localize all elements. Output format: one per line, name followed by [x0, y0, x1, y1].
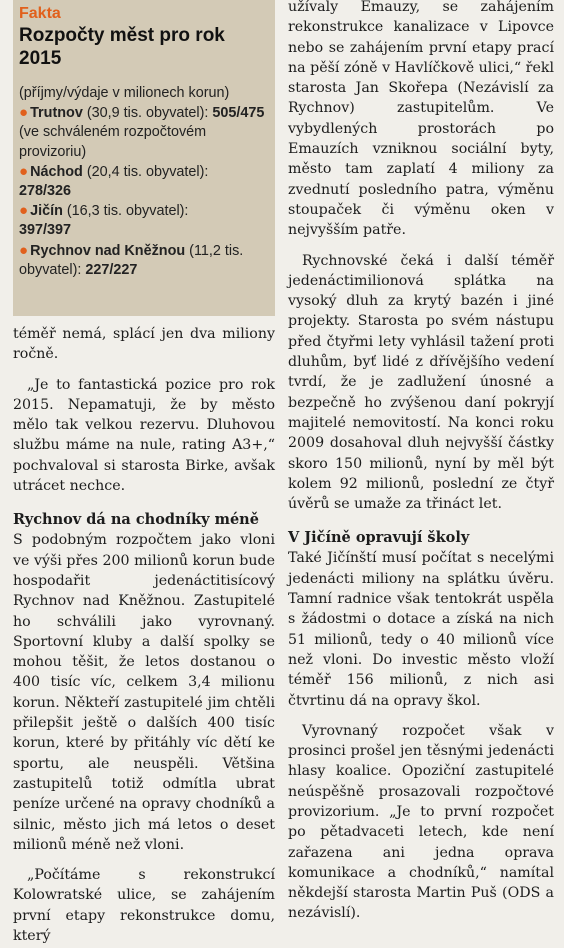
paragraph: Rychnovské čeká i další téměř jedenáctimilionová splátka na vysoký dluh za krytý bazén i jiné projekty. Starosta po svém nástupu před čtyřmi lety vyhlásil tažení proti dluhům, byť lidé z dřívějšího vedení tvrdí, že je zadlužení únosné a bezpečně ho zvýšenou daní pokryjí majitelé nemovitostí. Na konci roku 2009 dosahoval dluh nejvyšší částky skoro 150 milionů, nyní by měl být kolem 92 milionů, poslední ze čtyř úvěrů se umaže za třináct let. — [288, 252, 554, 513]
fakta-city: Jičín — [30, 203, 63, 220]
fakta-box — [13, 0, 275, 316]
fakta-budget: 227/227 — [85, 261, 138, 278]
fakta-budget: 278/326 — [19, 183, 72, 200]
fakta-item — [19, 103, 269, 162]
paragraph: Vyrovnaný rozpočet však v prosinci prošel jen těsnými jedenácti hlasy koalice. Opoziční zastupitelé neúspěšně prosazovali rozpočtové provizorium. „Je to první rozpočet po pětadvaceti letech, kde není zařazena ani jedna oprava komunikace a chodníků,“ namítal někdejší starosta Martin Puš (ODS a nezávislí). — [288, 722, 554, 922]
paragraph: užívaly Emauzy, se zahájením rekonstrukce kanalizace v Lipovce nebo se zahájením první etapy prací na pěší zóně v Havlíčkově ulici,“ řekl starosta Jan Skořepa (Nezávislí za Rychnov) zastupitelům. Ve vybydlených prostorách po Emauzích vzniknou sociální byty, město tam zaplatí 4 miliony za zvednutí posledního patra, výměnu stoupaček či výměnu oken v nejvyšším patře. — [288, 0, 554, 239]
bullet-icon: ● — [19, 162, 29, 180]
paragraph: S podobným rozpočtem jako vloni ve výši přes 200 milionů korun bude hospodařit jedenáctitisícový Rychnov nad Kněžnou. Zastupitelé ho schválili jako vyrovnaný. Sportovní kluby a další spolky se mohou těšit, že letos dostanou o 400 tisíc víc, celkem 3,4 milionu korun. Někteří zastupitelé jim chtěli přilepšit ještě o dalších 400 tisíc korun, které by přitáhly víc dětí ke sportu, ale neuspěli. Většina zastupitelů totiž odmítla ubrat peníze určené na opravy chodníků a silnic, město jich má letos o deset milionů méně než vloni. — [13, 532, 275, 853]
paragraph: téměř nemá, splácí jen dva miliony ročně. — [13, 326, 275, 363]
fakta-population: (16,3 tis. obyvatel): — [62, 203, 189, 220]
fakta-list — [19, 84, 269, 280]
left-article-text — [13, 324, 275, 946]
bullet-icon: ● — [19, 104, 29, 122]
paragraph: „Je to fantastická pozice pro rok 2015. Nepamatuji, že by město mělo tak velkou rezervu. Dluhovou službu máme na nule, rating A3+,“ pochvaloval si starosta Birke, avšak utrácet nechce. — [13, 376, 275, 495]
fakta-title: Rozpočty měst pro rok 2015 — [19, 25, 225, 69]
fakta-kicker: Fakta — [19, 5, 61, 22]
subheading: V Jičíně opravují školy — [288, 529, 470, 547]
right-column — [288, 0, 554, 924]
bullet-icon: ● — [19, 202, 29, 220]
fakta-population: (20,4 tis. obyvatel): — [82, 163, 209, 180]
paragraph: „Počítáme s rekonstrukcí Kolowratské ulice, se zahájením první etapy rekonstrukce domu, který — [13, 867, 275, 945]
fakta-population: (11,2 tis. obyvatel): — [19, 242, 244, 278]
fakta-extra: (ve schváleném rozpočtovém provizoriu) — [19, 124, 207, 160]
fakta-item — [19, 162, 269, 201]
fakta-city: Trutnov — [30, 105, 83, 122]
fakta-note: (příjmy/výdaje v milionech korun) — [19, 85, 230, 101]
fakta-item — [19, 241, 269, 280]
bullet-icon: ● — [19, 241, 29, 259]
subheading: Rychnov dá na chodníky méně — [13, 511, 259, 529]
fakta-budget: 505/475 — [212, 105, 265, 122]
fakta-budget: 397/397 — [19, 222, 72, 239]
left-column — [13, 0, 275, 946]
paragraph: Také Jičínští musí počítat s necelými jedenácti miliony na splátku úvěru. Tamní radnice však tentokrát uspěla s žádostmi o dotace a získá na nich 51 milionů, tedy o 40 milionů více než vloni. Do investic město vloží téměř 156 milionů, z nich asi čtvrtinu dá na opravy škol. — [288, 550, 554, 709]
right-article-text — [288, 0, 554, 924]
fakta-item — [19, 201, 269, 240]
fakta-population: (30,9 tis. obyvatel): — [82, 105, 209, 122]
fakta-city: Rychnov nad Kněžnou — [30, 242, 186, 259]
fakta-city: Náchod — [30, 163, 83, 180]
